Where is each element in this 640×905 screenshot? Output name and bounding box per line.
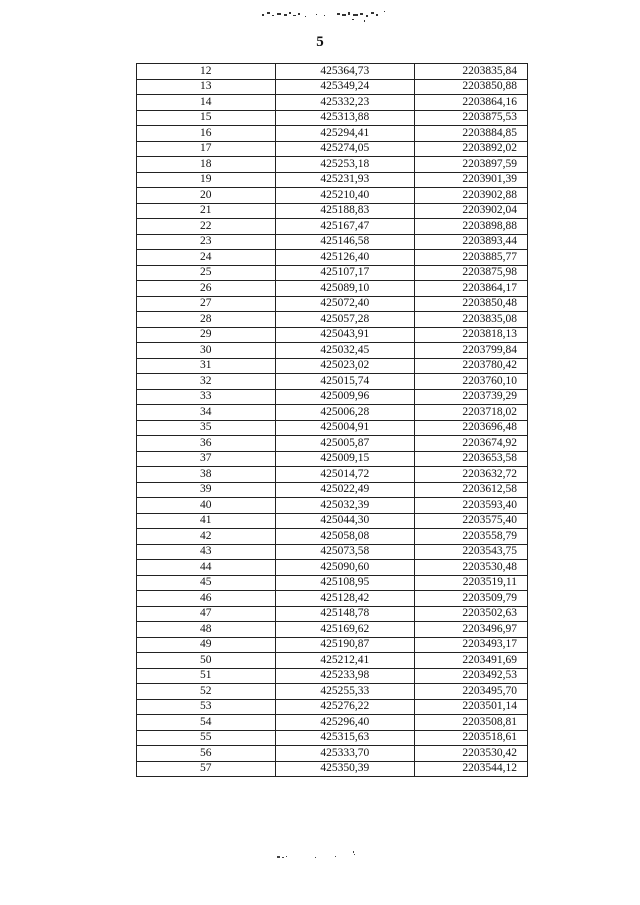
point-number-cell: 42 (137, 529, 276, 545)
point-number-cell: 23 (137, 234, 276, 250)
y-coordinate-cell: 2203780,42 (415, 358, 528, 374)
y-coordinate-cell: 2203885,77 (415, 250, 528, 266)
table-row (137, 265, 528, 281)
y-coordinate-cell: 2203696,48 (415, 420, 528, 436)
y-coordinate-cell: 2203558,79 (415, 529, 528, 545)
y-coordinate-cell: 2203491,69 (415, 653, 528, 669)
point-number-cell: 15 (137, 110, 276, 126)
x-coordinate-cell: 425072,40 (275, 296, 415, 312)
point-number-cell: 26 (137, 281, 276, 297)
y-coordinate-cell: 2203835,08 (415, 312, 528, 328)
x-coordinate-cell: 425073,58 (275, 544, 415, 560)
y-coordinate-cell: 2203902,88 (415, 188, 528, 204)
table-row (137, 203, 528, 219)
point-number-cell: 43 (137, 544, 276, 560)
table-row (137, 343, 528, 359)
x-coordinate-cell: 425032,45 (275, 343, 415, 359)
point-number-cell: 27 (137, 296, 276, 312)
table-row (137, 157, 528, 173)
y-coordinate-cell: 2203875,53 (415, 110, 528, 126)
y-coordinate-cell: 2203892,02 (415, 141, 528, 157)
table-row (137, 513, 528, 529)
x-coordinate-cell: 425126,40 (275, 250, 415, 266)
table-row (137, 95, 528, 111)
table-row (137, 250, 528, 266)
x-coordinate-cell: 425148,78 (275, 606, 415, 622)
table-row (137, 389, 528, 405)
table-row (137, 296, 528, 312)
point-number-cell: 55 (137, 730, 276, 746)
table-row (137, 126, 528, 142)
y-coordinate-cell: 2203509,79 (415, 591, 528, 607)
y-coordinate-cell: 2203502,63 (415, 606, 528, 622)
x-coordinate-cell: 425023,02 (275, 358, 415, 374)
point-number-cell: 31 (137, 358, 276, 374)
point-number-cell: 36 (137, 436, 276, 452)
point-number-cell: 19 (137, 172, 276, 188)
y-coordinate-cell: 2203519,11 (415, 575, 528, 591)
table-row (137, 79, 528, 95)
point-number-cell: 50 (137, 653, 276, 669)
point-number-cell: 51 (137, 668, 276, 684)
table-row (137, 529, 528, 545)
y-coordinate-cell: 2203818,13 (415, 327, 528, 343)
point-number-cell: 53 (137, 699, 276, 715)
x-coordinate-cell: 425210,40 (275, 188, 415, 204)
x-coordinate-cell: 425190,87 (275, 637, 415, 653)
x-coordinate-cell: 425188,83 (275, 203, 415, 219)
table-row (137, 606, 528, 622)
y-coordinate-cell: 2203893,44 (415, 234, 528, 250)
table-row (137, 622, 528, 638)
x-coordinate-cell: 425022,49 (275, 482, 415, 498)
y-coordinate-cell: 2203718,02 (415, 405, 528, 421)
table-row (137, 188, 528, 204)
table-row (137, 141, 528, 157)
y-coordinate-cell: 2203799,84 (415, 343, 528, 359)
table-row (137, 420, 528, 436)
y-coordinate-cell: 2203530,42 (415, 746, 528, 762)
table-row (137, 482, 528, 498)
point-number-cell: 39 (137, 482, 276, 498)
table-row (137, 405, 528, 421)
x-coordinate-cell: 425294,41 (275, 126, 415, 142)
y-coordinate-cell: 2203543,75 (415, 544, 528, 560)
y-coordinate-cell: 2203864,17 (415, 281, 528, 297)
y-coordinate-cell: 2203495,70 (415, 684, 528, 700)
point-number-cell: 35 (137, 420, 276, 436)
table-row (137, 234, 528, 250)
point-number-cell: 44 (137, 560, 276, 576)
point-number-cell: 24 (137, 250, 276, 266)
x-coordinate-cell: 425014,72 (275, 467, 415, 483)
point-number-cell: 48 (137, 622, 276, 638)
scan-noise-bottom (275, 848, 365, 862)
point-number-cell: 33 (137, 389, 276, 405)
table-row (137, 715, 528, 731)
point-number-cell: 17 (137, 141, 276, 157)
y-coordinate-cell: 2203518,61 (415, 730, 528, 746)
y-coordinate-cell: 2203530,48 (415, 560, 528, 576)
x-coordinate-cell: 425315,63 (275, 730, 415, 746)
y-coordinate-cell: 2203501,14 (415, 699, 528, 715)
x-coordinate-cell: 425255,33 (275, 684, 415, 700)
y-coordinate-cell: 2203850,48 (415, 296, 528, 312)
y-coordinate-cell: 2203884,85 (415, 126, 528, 142)
point-number-cell: 54 (137, 715, 276, 731)
table-row (137, 358, 528, 374)
x-coordinate-cell: 425253,18 (275, 157, 415, 173)
y-coordinate-cell: 2203902,04 (415, 203, 528, 219)
y-coordinate-cell: 2203898,88 (415, 219, 528, 235)
point-number-cell: 46 (137, 591, 276, 607)
point-number-cell: 37 (137, 451, 276, 467)
y-coordinate-cell: 2203835,84 (415, 64, 528, 80)
x-coordinate-cell: 425146,58 (275, 234, 415, 250)
y-coordinate-cell: 2203544,12 (415, 761, 528, 777)
x-coordinate-cell: 425276,22 (275, 699, 415, 715)
x-coordinate-cell: 425005,87 (275, 436, 415, 452)
point-number-cell: 56 (137, 746, 276, 762)
page-number: 5 (316, 34, 324, 50)
table-row (137, 327, 528, 343)
point-number-cell: 18 (137, 157, 276, 173)
y-coordinate-cell: 2203864,16 (415, 95, 528, 111)
table-row (137, 684, 528, 700)
x-coordinate-cell: 425004,91 (275, 420, 415, 436)
y-coordinate-cell: 2203901,39 (415, 172, 528, 188)
y-coordinate-cell: 2203674,92 (415, 436, 528, 452)
x-coordinate-cell: 425274,05 (275, 141, 415, 157)
x-coordinate-cell: 425296,40 (275, 715, 415, 731)
point-number-cell: 22 (137, 219, 276, 235)
table-row (137, 64, 528, 80)
table-row (137, 451, 528, 467)
table-row (137, 498, 528, 514)
y-coordinate-cell: 2203850,88 (415, 79, 528, 95)
point-number-cell: 16 (137, 126, 276, 142)
y-coordinate-cell: 2203492,53 (415, 668, 528, 684)
point-number-cell: 20 (137, 188, 276, 204)
point-number-cell: 14 (137, 95, 276, 111)
table-row (137, 591, 528, 607)
x-coordinate-cell: 425167,47 (275, 219, 415, 235)
x-coordinate-cell: 425349,24 (275, 79, 415, 95)
table-row (137, 172, 528, 188)
point-number-cell: 41 (137, 513, 276, 529)
table-row (137, 544, 528, 560)
table-row (137, 219, 528, 235)
y-coordinate-cell: 2203632,72 (415, 467, 528, 483)
x-coordinate-cell: 425032,39 (275, 498, 415, 514)
table-row (137, 467, 528, 483)
x-coordinate-cell: 425015,74 (275, 374, 415, 390)
x-coordinate-cell: 425313,88 (275, 110, 415, 126)
table-row (137, 668, 528, 684)
x-coordinate-cell: 425350,39 (275, 761, 415, 777)
x-coordinate-cell: 425089,10 (275, 281, 415, 297)
point-number-cell: 52 (137, 684, 276, 700)
x-coordinate-cell: 425058,08 (275, 529, 415, 545)
coordinates-table (136, 63, 528, 777)
table-row (137, 746, 528, 762)
y-coordinate-cell: 2203593,40 (415, 498, 528, 514)
table-row (137, 653, 528, 669)
table-row (137, 637, 528, 653)
x-coordinate-cell: 425006,28 (275, 405, 415, 421)
table-row (137, 312, 528, 328)
point-number-cell: 25 (137, 265, 276, 281)
point-number-cell: 32 (137, 374, 276, 390)
x-coordinate-cell: 425090,60 (275, 560, 415, 576)
x-coordinate-cell: 425128,42 (275, 591, 415, 607)
scan-noise-top (258, 6, 398, 28)
x-coordinate-cell: 425332,23 (275, 95, 415, 111)
x-coordinate-cell: 425044,30 (275, 513, 415, 529)
x-coordinate-cell: 425231,93 (275, 172, 415, 188)
coordinates-table-body (137, 64, 528, 777)
point-number-cell: 13 (137, 79, 276, 95)
x-coordinate-cell: 425233,98 (275, 668, 415, 684)
table-row (137, 730, 528, 746)
point-number-cell: 28 (137, 312, 276, 328)
x-coordinate-cell: 425333,70 (275, 746, 415, 762)
point-number-cell: 47 (137, 606, 276, 622)
y-coordinate-cell: 2203653,58 (415, 451, 528, 467)
x-coordinate-cell: 425364,73 (275, 64, 415, 80)
table-row (137, 436, 528, 452)
x-coordinate-cell: 425043,91 (275, 327, 415, 343)
point-number-cell: 12 (137, 64, 276, 80)
table-row (137, 560, 528, 576)
table-row (137, 110, 528, 126)
table-row (137, 761, 528, 777)
y-coordinate-cell: 2203508,81 (415, 715, 528, 731)
point-number-cell: 45 (137, 575, 276, 591)
x-coordinate-cell: 425009,96 (275, 389, 415, 405)
point-number-cell: 40 (137, 498, 276, 514)
y-coordinate-cell: 2203875,98 (415, 265, 528, 281)
point-number-cell: 30 (137, 343, 276, 359)
table-row (137, 699, 528, 715)
point-number-cell: 49 (137, 637, 276, 653)
point-number-cell: 29 (137, 327, 276, 343)
table-row (137, 281, 528, 297)
x-coordinate-cell: 425108,95 (275, 575, 415, 591)
y-coordinate-cell: 2203897,59 (415, 157, 528, 173)
x-coordinate-cell: 425169,62 (275, 622, 415, 638)
y-coordinate-cell: 2203739,29 (415, 389, 528, 405)
point-number-cell: 57 (137, 761, 276, 777)
x-coordinate-cell: 425107,17 (275, 265, 415, 281)
x-coordinate-cell: 425009,15 (275, 451, 415, 467)
y-coordinate-cell: 2203760,10 (415, 374, 528, 390)
x-coordinate-cell: 425057,28 (275, 312, 415, 328)
table-row (137, 374, 528, 390)
table-row (137, 575, 528, 591)
y-coordinate-cell: 2203575,40 (415, 513, 528, 529)
y-coordinate-cell: 2203496,97 (415, 622, 528, 638)
point-number-cell: 21 (137, 203, 276, 219)
x-coordinate-cell: 425212,41 (275, 653, 415, 669)
y-coordinate-cell: 2203493,17 (415, 637, 528, 653)
point-number-cell: 34 (137, 405, 276, 421)
y-coordinate-cell: 2203612,58 (415, 482, 528, 498)
point-number-cell: 38 (137, 467, 276, 483)
